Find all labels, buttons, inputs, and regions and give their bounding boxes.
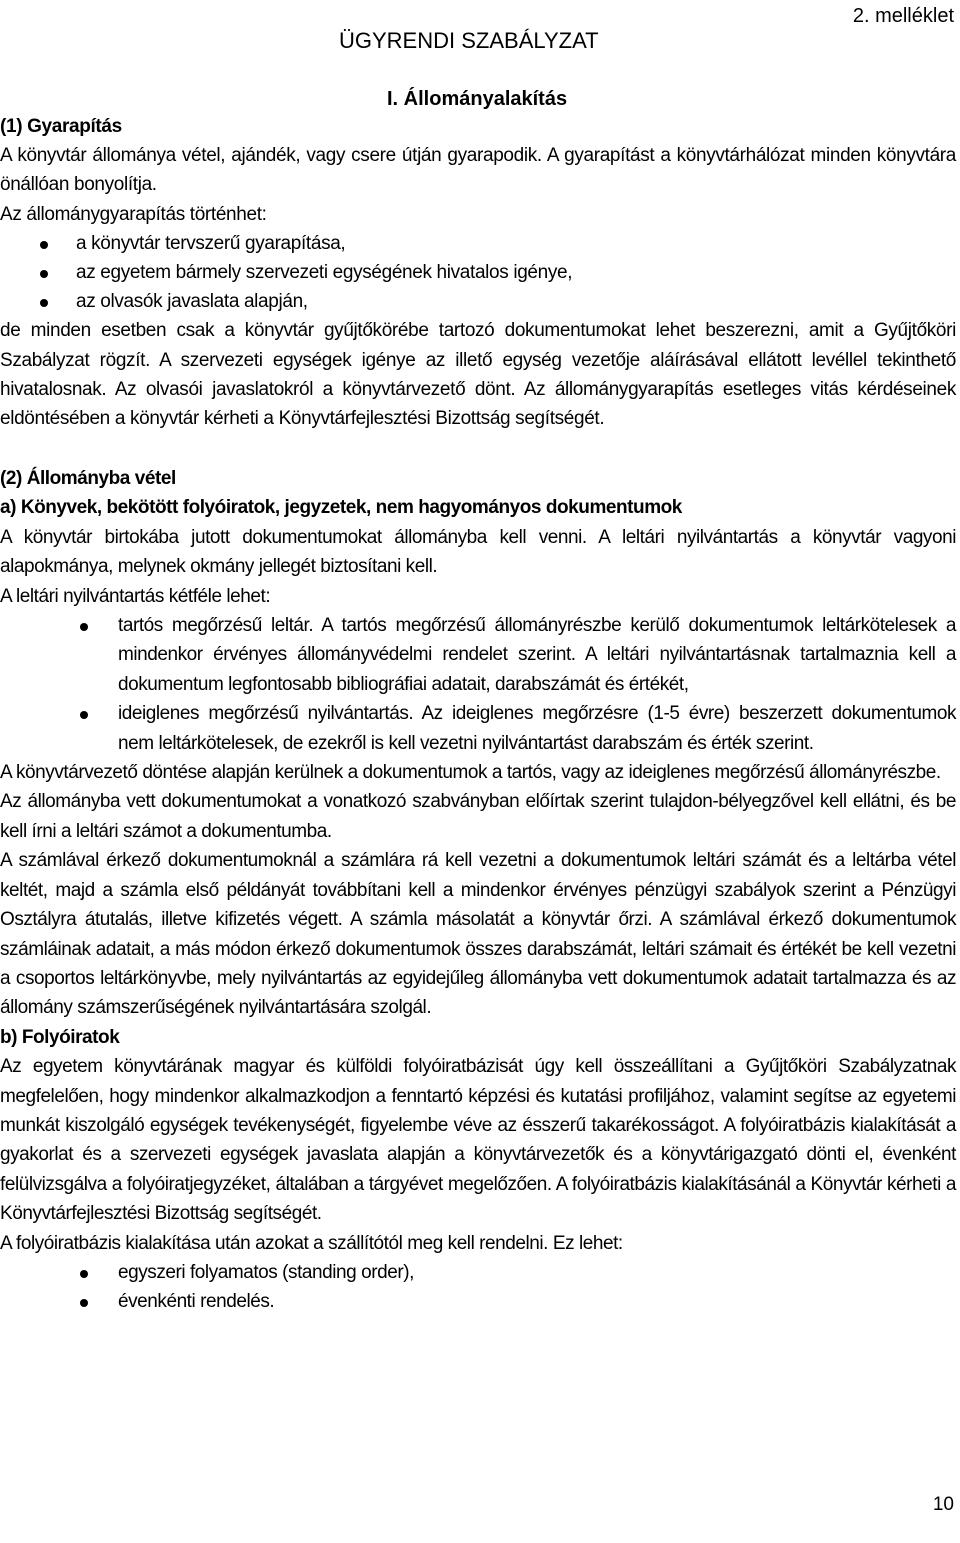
- gyarapitas-heading: (1) Gyarapítás: [0, 116, 122, 137]
- list-item: a könyvtár tervszerű gyarapítása,: [0, 229, 956, 258]
- list-item: egyszeri folyamatos (standing order),: [0, 1258, 956, 1287]
- gyarapitas-paragraph: de minden esetben csak a könyvtár gyűjtőkörébe tartozó dokumentumokat lehet beszerezni, amit a Gyűjtőköri Szabályzat rögzít. A szervezeti egységek igénye az illető egység vezetője aláírásával ellátott levéllel tekinthető hivatalosnak. Az olvasói javaslatokról a könyvtárvezető dönt. Az állománygyarapítás esetleges vitás kérdéseinek eldöntésében a könyvtár kérheti a Könyvtárfejlesztési Bizottság segítségét.: [0, 320, 956, 430]
- document-title: ÜGYRENDI SZABÁLYZAT: [339, 28, 599, 53]
- section-heading: I. Állományalakítás: [387, 88, 568, 110]
- gyarapitas-intro: A könyvtár állománya vétel, ajándék, vagy csere útján gyarapodik. A gyarapítást a könyvtárhálózat minden könyvtára önállóan bonyolítja.: [0, 145, 956, 196]
- paragraph: A folyóiratbázis kialakítása után azokat a szállítótól meg kell rendelni. Ez lehet:: [0, 1232, 623, 1254]
- section-gyarapitas: [0, 112, 956, 433]
- section-allomanyba-vetel: [0, 464, 956, 1317]
- paragraph: Az állományba vett dokumentumokat a vonatkozó szabványban előírtak szerint tulajdon-bélyegzővel kell ellátni, és be kell írni a leltári számot a dokumentumba.: [0, 791, 956, 842]
- annex-label: 2. melléklet: [852, 5, 954, 27]
- list-item: az egyetem bármely szervezeti egységének hivatalos igénye,: [0, 258, 956, 287]
- list-item: tartós megőrzésű leltár. A tartós megőrzésű állományrészbe kerülő dokumentumok leltárkötelesek a mindenkor érvényes állományvédelmi rendelet szerint. A leltári nyilvántartásnak tartalmaznia kell a dokumentum legfontosabb bibliográfiai adatait, darabszámát és értékét,: [0, 611, 956, 699]
- list-item: évenkénti rendelés.: [0, 1287, 956, 1316]
- paragraph: A könyvtárvezető döntése alapján kerülnek a dokumentumok a tartós, vagy az ideiglenes megőrzésű állományrészbe.: [0, 762, 941, 784]
- page-number: 10: [932, 1494, 954, 1515]
- paragraph: A leltári nyilvántartás kétféle lehet:: [0, 585, 271, 607]
- allomanyba-vetel-heading: (2) Állományba vétel: [0, 468, 176, 489]
- list-item: ideiglenes megőrzésű nyilvántartás. Az ideiglenes megőrzésre (1-5 évre) beszerzett dokumentumok nem leltárkötelesek, de ezekről is kell vezetni nyilvántartást darabszám és érték szerint.: [0, 699, 956, 758]
- list-item: az olvasók javaslata alapján,: [0, 287, 956, 316]
- paragraph: Az egyetem könyvtárának magyar és külföldi folyóiratbázisát úgy kell összeállítani a Gyűjtőköri Szabályzatnak megfelelően, hogy mindenkor alkalmazkodjon a fenntartó képzési és kutatási profiljához, valamint segítse az egyetemi munkát kiszolgáló egységek tevékenységét, figyelembe véve az ésszerű takarékosságot. A folyóiratbázis kialakítását a gyakorlat és a szervezeti egységek javaslata alapján a könyvtárvezetők és a könyvtárigazgató dönti el, évenként felülvizsgálva a folyóiratjegyzéket, általában a tárgyévet megelőzően. A folyóiratbázis kialakításánál a Könyvtár kérheti a Könyvtárfejlesztési Bizottság segítségét.: [0, 1056, 956, 1225]
- gyarapitas-list-intro: Az állománygyarapítás történhet:: [0, 203, 267, 225]
- subsection-b-heading: b) Folyóiratok: [0, 1026, 120, 1048]
- subsection-a-heading: a) Könyvek, bekötött folyóiratok, jegyzetek, nem hagyományos dokumentumok: [0, 497, 682, 519]
- paragraph: A könyvtár birtokába jutott dokumentumokat állományba kell venni. A leltári nyilvántartás a könyvtár vagyoni alapokmánya, melynek okmány jellegét biztosítani kell.: [0, 526, 956, 578]
- paragraph: A számlával érkező dokumentumoknál a számlára rá kell vezetni a dokumentumok leltári számát és a leltárba vétel keltét, majd a számla első példányát továbbítani kell a mindenkor érvényes pénzügyi szabályok szerint a Pénzügyi Osztályra átutalás, illetve kifizetés végett. A számla másolatát a könyvtár őrzi. A számlával érkező dokumentumok számláinak adatait, a más módon érkező dokumentumok összes darabszámát, leltári számait és értékét be kell vezetni a csoportos leltárkönyvbe, mely nyilvántartás az egyidejűleg állományba vett dokumentumok adatait tartalmazza és az állomány számszerűségének nyilvántartására szolgál.: [0, 850, 956, 1019]
